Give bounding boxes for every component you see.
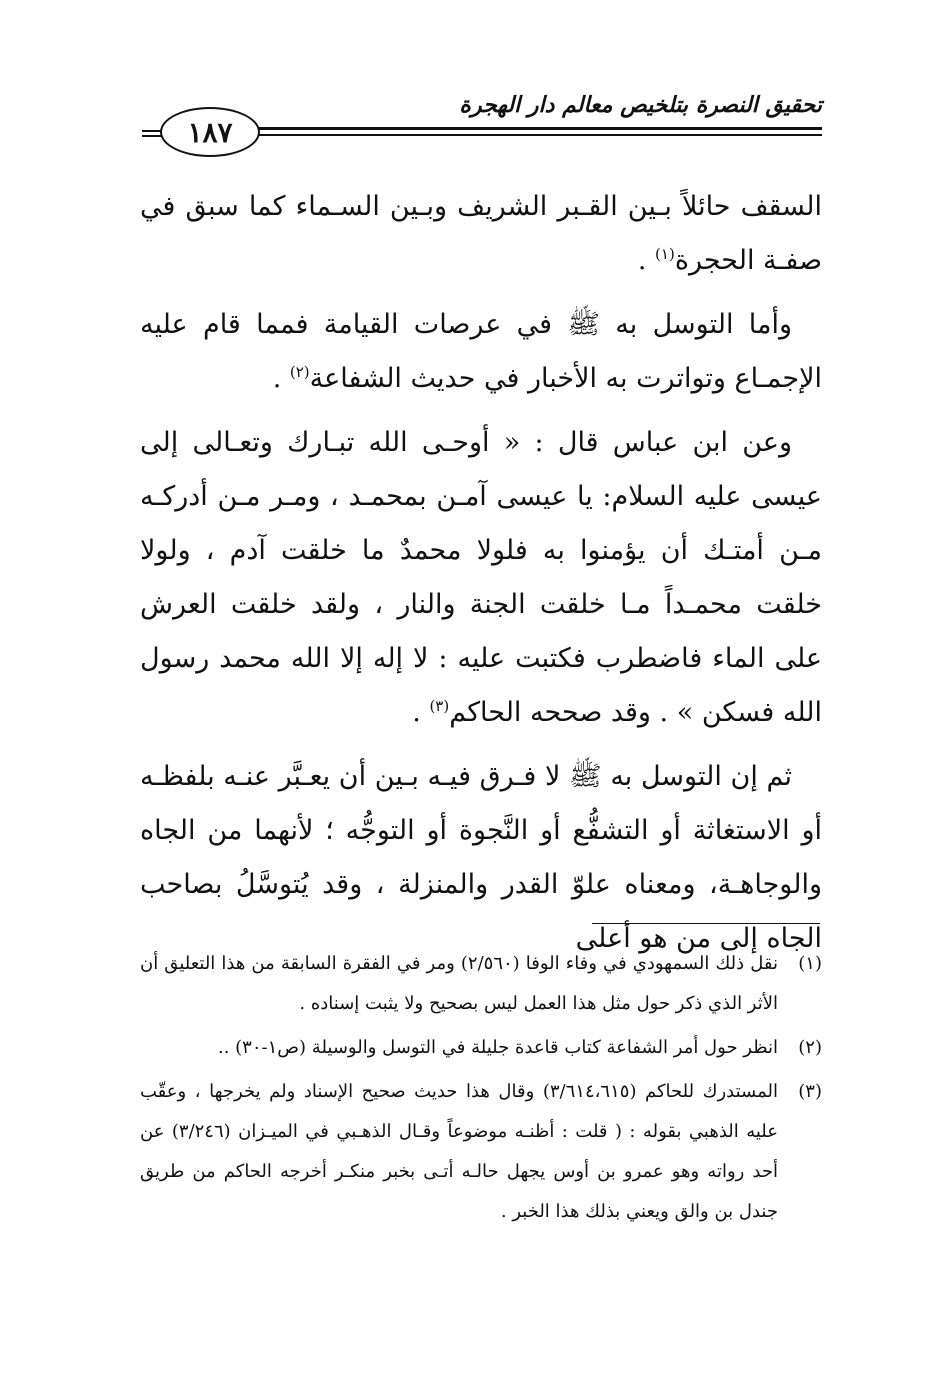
- footnote-2: [140, 1028, 822, 1068]
- footnote-separator: [592, 923, 820, 924]
- paragraph-1-end: .: [637, 245, 656, 276]
- footnote-number: (١): [798, 953, 822, 974]
- main-text: [140, 180, 822, 976]
- paragraph-1-text: السقف حائلاً بـين القـبر الشريف وبـين السـماء كما سبق في صفـة الحجرة: [140, 191, 822, 276]
- header-rule-top: [250, 127, 822, 130]
- paragraph-3-text: وعن ابن عباس قال : « أوحـى الله تبـارك وتعـالى إلى عيسى عليه السلام: يا عيسى آمـن بمحمـد ، ومـر مـن أدركـه مـن أمتـك أن يؤمنوا به فلولا محمدٌ ما خلقت آدم ، ولولا خلقت محمـداً مـا خلقت الجنة والنار ، ولقد خلقت العرش على الماء فاضطرب فكتبت عليه : لا إله إلا الله محمد رسول الله فسكن » . وقد صححه الحاكم: [140, 427, 822, 728]
- footnote-text: نقل ذلك السمهودي في وفاء الوفا (٢/٥٦٠) ومر في الفقرة السابقة من هذا التعليق أن الأثر الذي ذكر حول مثل هذا العمل ليس بصحيح ولا يثبت إسناده .: [140, 953, 778, 1014]
- paragraph-2: [140, 298, 822, 406]
- footnote-ref-2: (٢): [289, 363, 310, 381]
- page-number: ١٨٧: [160, 107, 260, 157]
- footnote-number: (٢): [798, 1037, 822, 1058]
- paragraph-1: [140, 180, 822, 288]
- footnote-number: (٣): [798, 1081, 822, 1102]
- header-rule-bottom: [250, 134, 822, 136]
- running-title: تحقيق النصرة بتلخيص معالم دار الهجرة: [459, 92, 822, 118]
- paragraph-2-end: .: [272, 363, 290, 394]
- footnote-1: [140, 944, 822, 1024]
- footnote-ref-3: (٣): [429, 697, 450, 715]
- footnote-text: المستدرك للحاكم (٣/٦١٤،٦١٥) وقال هذا حديث صحيح الإسناد ولم يخرجها ، وعقّب عليه الذهبي بقوله : ( قلت : أظنـه موضوعاً وقـال الذهـبي في الميـزان (٣/٢٤٦) عن أحد رواته وهو عمرو بن أوس يجهل حالـه أتـى بخبر منكـر أخرجه الحاكم من طريق جندل بن والق ويعني بذلك هذا الخبر .: [140, 1081, 779, 1222]
- paragraph-2-text: وأما التوسل به ﷺ في عرصات القيامة فمما قام عليه الإجمـاع وتواترت به الأخبار في حديث الشفاعة: [140, 309, 822, 394]
- paragraph-3: [140, 416, 822, 740]
- footnote-3: [140, 1072, 822, 1232]
- footnotes: [140, 944, 822, 1236]
- footnote-text: انظر حول أمر الشفاعة كتاب قاعدة جليلة في التوسل والوسيلة (ص١-٣٠) ..: [217, 1037, 778, 1058]
- paragraph-3-end: .: [412, 697, 430, 728]
- paragraph-4: ثم إن التوسل به ﷺ لا فـرق فيـه بـين أن يعـبَّر عنـه بلفظـه أو الاستغاثة أو التشفُّع أو النَّجوة أو التوجُّه ؛ لأنهما من الجاه والوجاهـة، ومعناه علوّ القدر والمنزلة ، وقد يُتوسَّلُ بصاحب الجاه إلى من هو أعلى: [140, 761, 822, 954]
- footnote-ref-1: (١): [655, 245, 675, 263]
